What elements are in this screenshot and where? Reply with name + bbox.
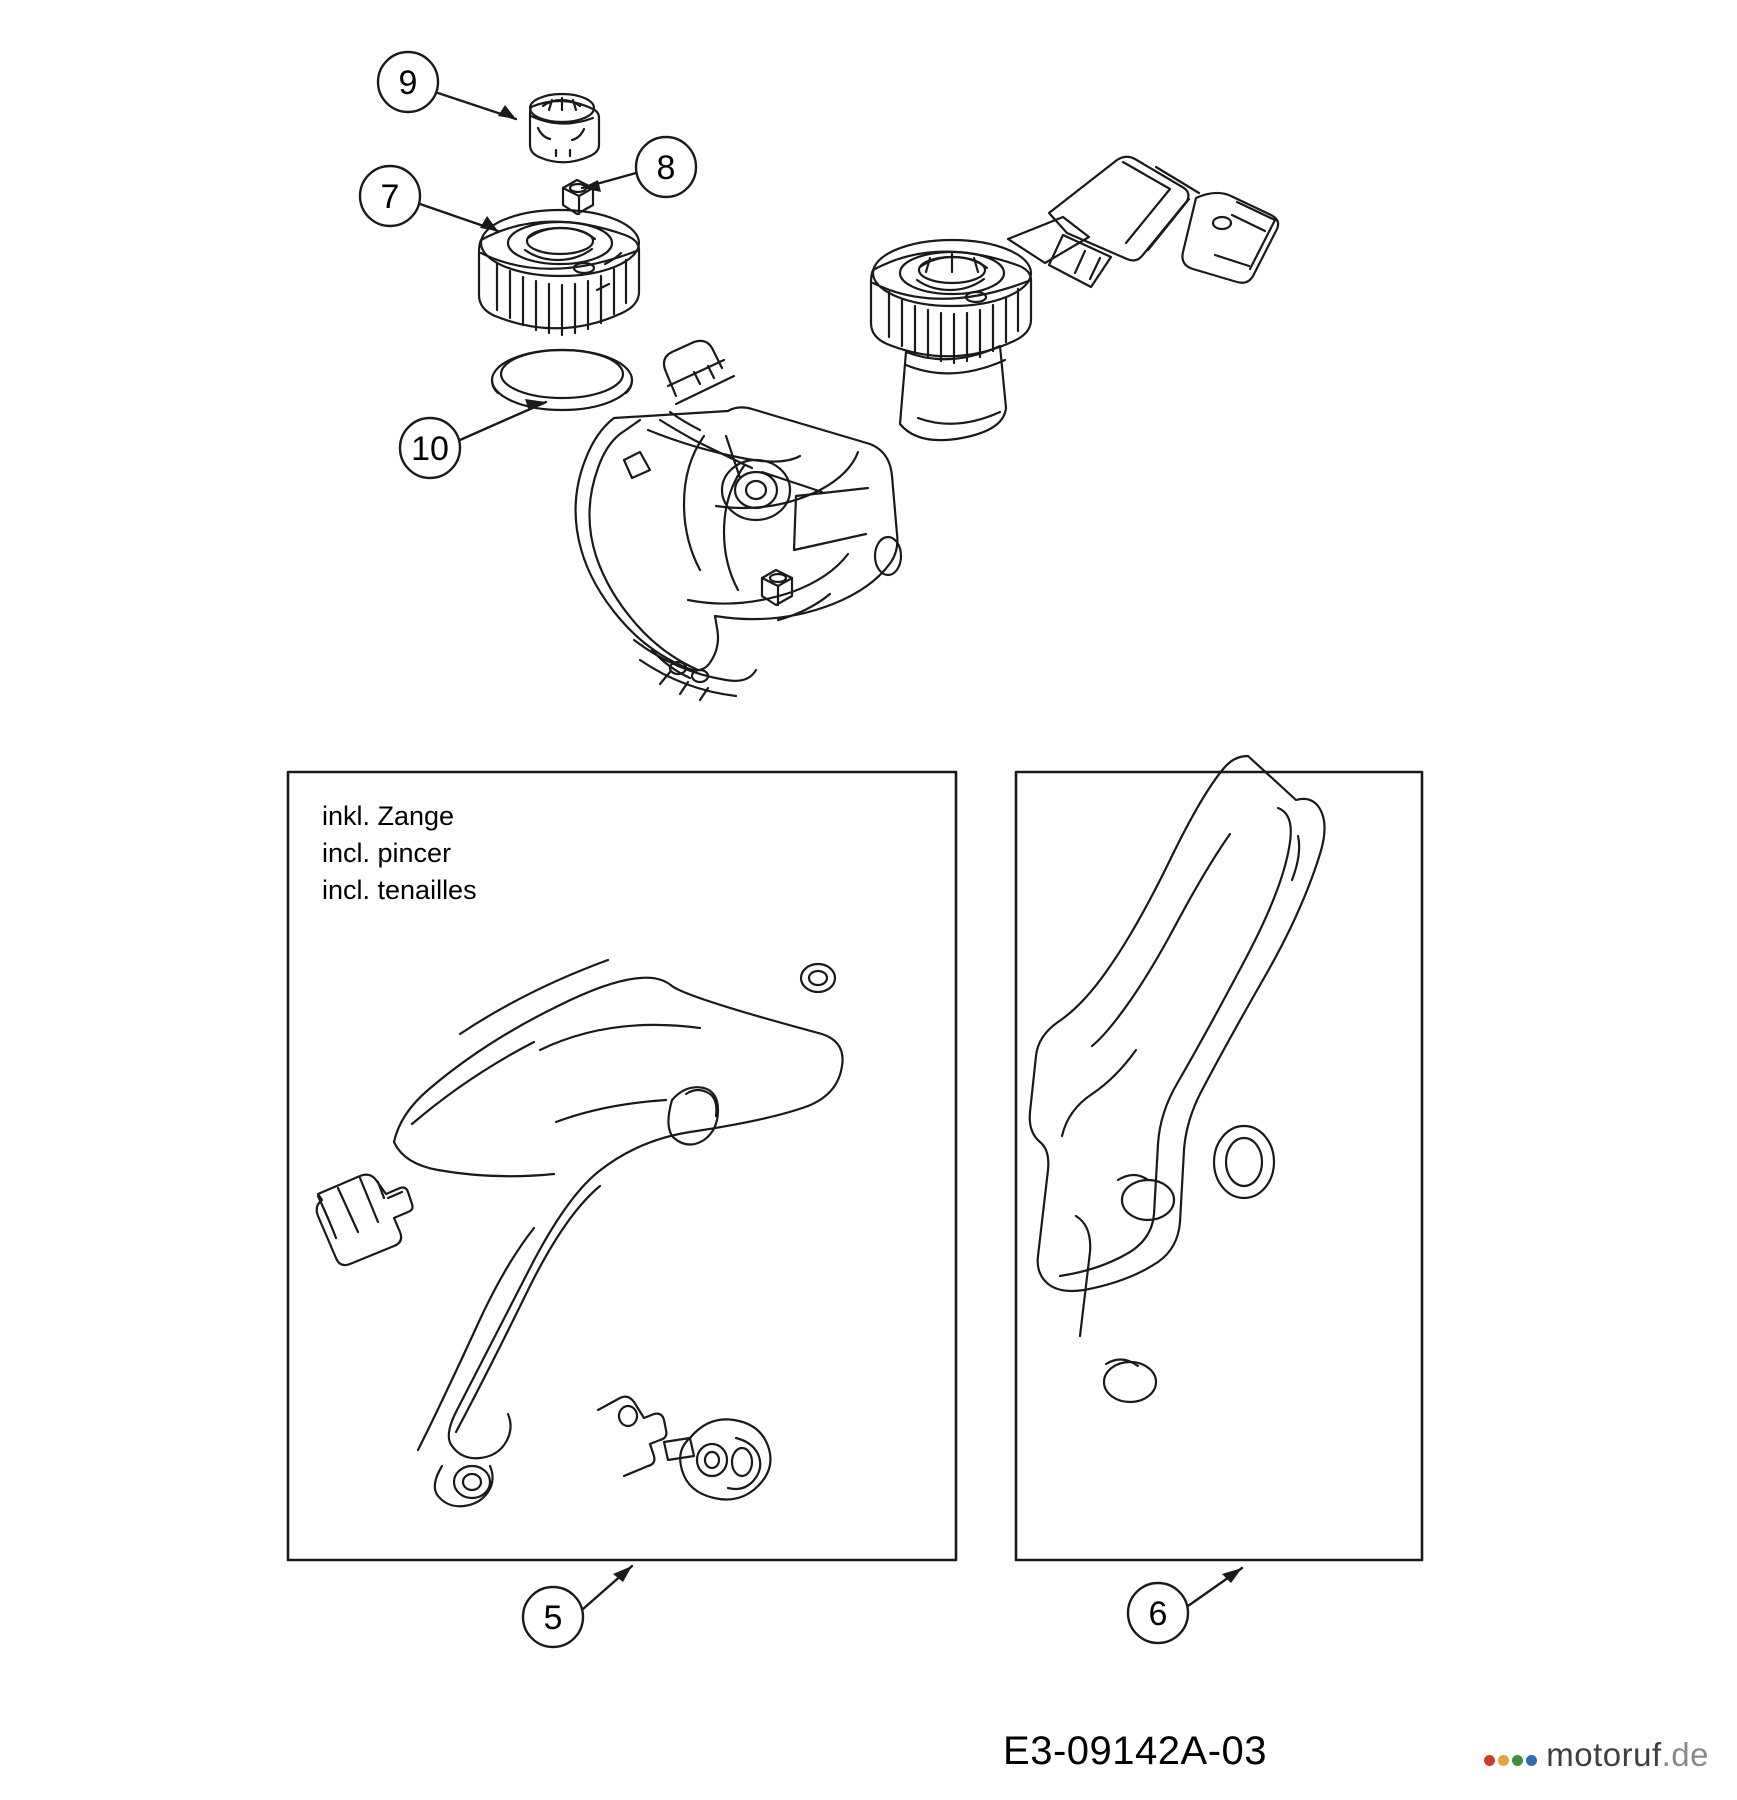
sheet-code: E3-09142A-03 xyxy=(1003,1729,1267,1773)
callout-label-9: 9 xyxy=(398,64,418,102)
part-5-housing-lever xyxy=(317,960,843,1506)
callout-label-5: 5 xyxy=(543,1599,563,1637)
note-line-3: incl. tenailles xyxy=(322,875,477,905)
callout-label-10: 10 xyxy=(411,430,449,468)
part-7-knurled-knob xyxy=(479,210,639,335)
callout-label-6: 6 xyxy=(1148,1595,1168,1633)
part-9-cap xyxy=(530,94,599,162)
callout-label-8: 8 xyxy=(656,149,676,187)
note-line-1: inkl. Zange xyxy=(322,801,455,831)
watermark-dots xyxy=(1484,1755,1540,1766)
box-right xyxy=(1016,772,1422,1560)
callout-labels xyxy=(381,64,1168,1637)
callouts-layer xyxy=(360,52,1242,1647)
watermark-suffix: .de xyxy=(1661,1736,1709,1773)
note-line-2: incl. pincer xyxy=(322,838,452,868)
main-head-assembly xyxy=(576,157,1279,700)
part-6-blade xyxy=(1030,756,1325,1402)
watermark xyxy=(1484,1736,1709,1774)
box-left-note xyxy=(322,801,477,905)
part-10-o-ring xyxy=(492,350,632,410)
watermark-main: motoruf xyxy=(1546,1736,1662,1773)
callout-label-7: 7 xyxy=(380,178,400,216)
